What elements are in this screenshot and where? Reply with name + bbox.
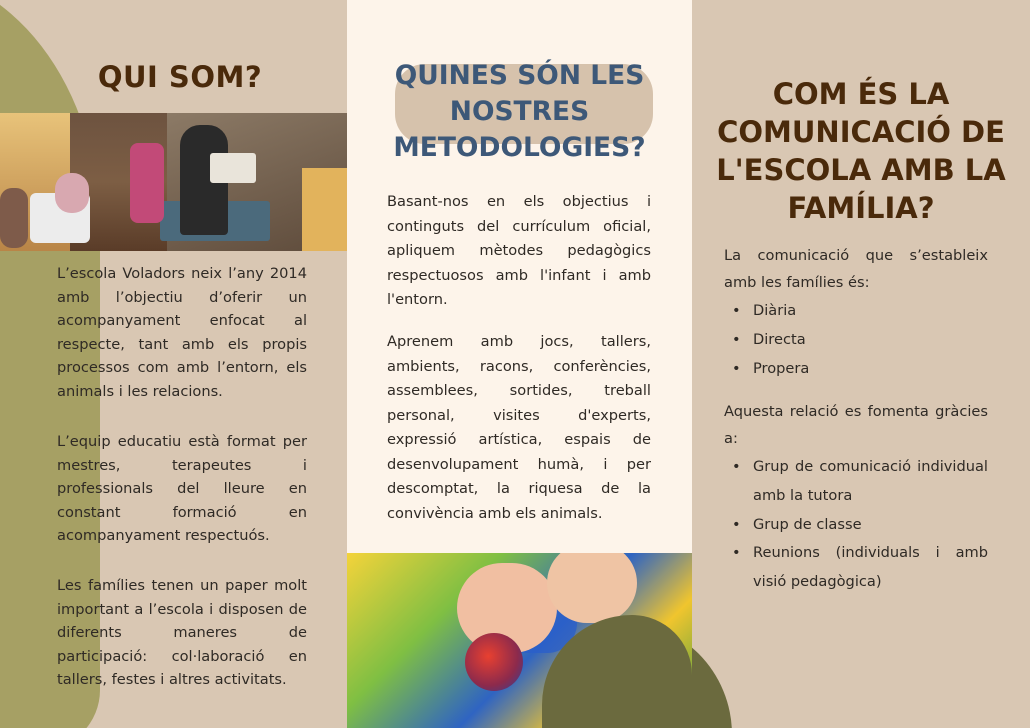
list-item: • Reunions (individuals i amb visió pedagògica) (724, 539, 988, 597)
right-panel (692, 0, 1030, 728)
left-panel (0, 0, 347, 728)
paragraph: Les famílies tenen un paper molt important a l’escola i disposen de diferents maneres de participació: col·laboració en tallers, festes i altres activitats. (57, 577, 307, 688)
intro-text: Aquesta relació es fomenta gràcies a: (724, 403, 988, 447)
list-item: • Directa (724, 326, 988, 355)
middle-panel (347, 0, 692, 728)
decorative-blob (692, 620, 732, 728)
paragraph: L’equip educatiu està format per mestres, terapeutes i professionals del lleure en constant formació en acompanyament respectuós. (57, 433, 307, 544)
paragraph: Aprenem amb jocs, tallers, ambients, racons, conferències, assemblees, sortides, treball personal, visites d'experts, expressió artística, espais de desenvolupament humà, i per descomptat, la riquesa de la convivència amb els animals. (387, 333, 651, 522)
section-title-qui-som: QUI SOM? (97, 60, 263, 94)
list-item: • Propera (724, 355, 988, 384)
bullet-list (724, 297, 988, 383)
section-title-comunicacio: COM ÉS LA COMUNICACIÓ DE L'ESCOLA AMB LA FAMÍLIA? (716, 77, 1006, 225)
list-item: • Grup de comunicació individual amb la tutora (724, 453, 988, 511)
list-item: • Diària (724, 297, 988, 326)
classroom-photo (0, 113, 347, 251)
list-item: • Grup de classe (724, 511, 988, 540)
bullet-list (724, 453, 988, 597)
paragraph: Basant-nos en els objectius i continguts del currículum oficial, apliquem mètodes pedagògics respectuosos amb l'infant i amb l'entorn. (387, 193, 651, 308)
paragraph: L’escola Voladors neix l’any 2014 amb l’objectiu d’oferir un acompanyament enfocat al respecte, tant amb els propis processos com amb l’entorn, els animals i les relacions. (57, 265, 307, 400)
intro-text: La comunicació que s’estableix amb les famílies és: (724, 247, 988, 291)
section-title-metodologies: QUINES SÓN LES NOSTRES METODOLOGIES? (393, 60, 646, 163)
